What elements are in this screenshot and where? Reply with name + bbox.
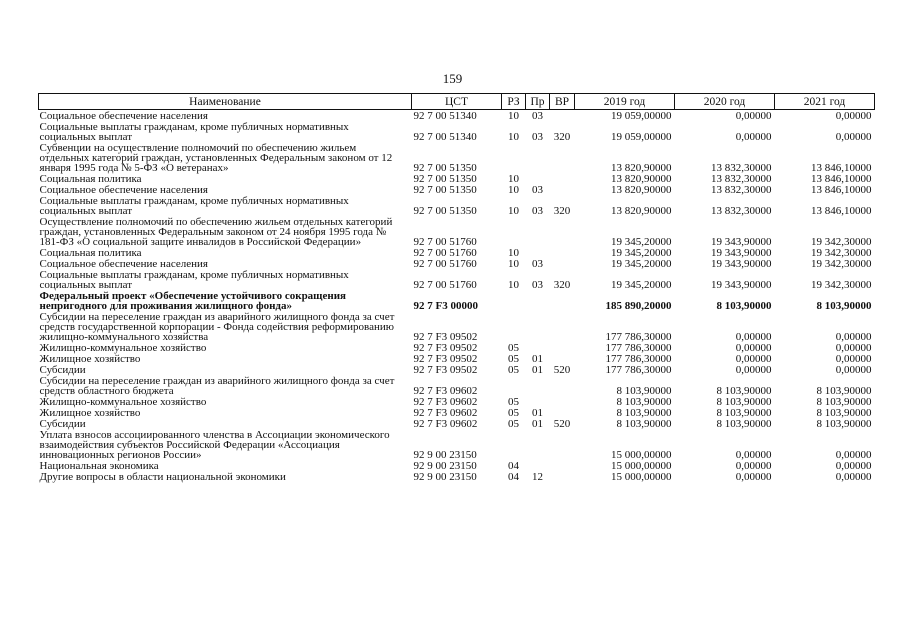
table-row bbox=[39, 407, 875, 418]
row-vr: 320 bbox=[553, 131, 571, 143]
row-cst: 92 7 00 51760 bbox=[413, 247, 477, 259]
row-pr: 01 bbox=[532, 407, 543, 419]
row-name: Жилищно-коммунальное хозяйство bbox=[39, 396, 207, 408]
row-2019: 19 345,20000 bbox=[611, 236, 672, 248]
table-row bbox=[39, 247, 875, 258]
row-name: Федеральный проект «Обеспечение устойчивого сокращения непригодного для проживания жилищного фонда» bbox=[39, 290, 346, 312]
header-cst: ЦСТ bbox=[412, 94, 502, 110]
row-rz bbox=[502, 216, 526, 247]
row-2021: 0,00000 bbox=[835, 331, 872, 343]
row-pr bbox=[526, 460, 550, 471]
row-2021: 0,00000 bbox=[835, 364, 872, 376]
row-vr: 520 bbox=[553, 418, 571, 430]
table-row bbox=[39, 364, 875, 375]
row-2019: 19 345,20000 bbox=[611, 258, 672, 270]
row-pr: 03 bbox=[532, 110, 543, 122]
row-cst: 92 7 00 51350 bbox=[413, 162, 477, 174]
row-2019: 8 103,90000 bbox=[616, 407, 672, 419]
row-name: Национальная экономика bbox=[39, 460, 159, 472]
row-2021: 0,00000 bbox=[835, 353, 872, 365]
row-cst: 92 7 F3 09502 bbox=[413, 331, 478, 343]
row-2021: 8 103,90000 bbox=[816, 418, 872, 430]
row-pr: 01 bbox=[532, 364, 543, 376]
table-row bbox=[39, 258, 875, 269]
row-2020: 0,00000 bbox=[735, 353, 772, 365]
row-cst: 92 7 F3 09502 bbox=[413, 342, 478, 354]
row-vr bbox=[550, 396, 575, 407]
row-cst: 92 7 00 51350 bbox=[413, 205, 477, 217]
row-name: Социальная политика bbox=[39, 247, 142, 259]
row-cst: 92 7 F3 09602 bbox=[413, 407, 478, 419]
row-2019: 15 000,00000 bbox=[611, 471, 672, 483]
row-2020: 0,00000 bbox=[735, 460, 772, 472]
row-pr bbox=[526, 311, 550, 342]
row-pr: 03 bbox=[532, 258, 543, 270]
row-name: Субсидии на переселение граждан из аварийного жилищного фонда за счет средств областного бюджета bbox=[39, 375, 395, 397]
row-name: Субвенции на осуществление полномочий по обеспечению жильем отдельных категорий граждан, установленных Федеральным законом от 12 января 1995 года № 5-ФЗ «О ветеранах» bbox=[39, 142, 393, 174]
row-2020: 0,00000 bbox=[735, 131, 772, 143]
row-2020: 13 832,30000 bbox=[711, 162, 772, 174]
row-vr bbox=[550, 471, 575, 482]
row-rz: 05 bbox=[508, 353, 519, 365]
row-vr bbox=[550, 290, 575, 311]
row-vr bbox=[550, 353, 575, 364]
row-2021: 0,00000 bbox=[835, 460, 872, 472]
row-2021: 8 103,90000 bbox=[816, 396, 872, 408]
row-2019: 8 103,90000 bbox=[616, 385, 672, 397]
row-name: Субсидии на переселение граждан из аварийного жилищного фонда за счет средств государственной корпорации - Фонда содействия реформированию жилищно-коммунального хозяйства bbox=[39, 311, 395, 343]
row-2019: 177 786,30000 bbox=[605, 342, 672, 354]
row-cst: 92 7 00 51760 bbox=[413, 279, 477, 291]
row-vr bbox=[550, 184, 575, 195]
row-2021: 13 846,10000 bbox=[811, 205, 872, 217]
row-2020: 8 103,90000 bbox=[716, 300, 772, 312]
row-pr bbox=[526, 216, 550, 247]
row-rz: 10 bbox=[508, 258, 519, 270]
row-2019: 13 820,90000 bbox=[611, 184, 672, 196]
row-2019: 19 059,00000 bbox=[611, 131, 672, 143]
row-vr bbox=[550, 216, 575, 247]
table-body bbox=[39, 110, 875, 483]
row-vr: 320 bbox=[553, 205, 571, 217]
table-row bbox=[39, 142, 875, 173]
row-2021: 13 846,10000 bbox=[811, 184, 872, 196]
row-name: Социальное обеспечение населения bbox=[39, 258, 208, 270]
row-2019: 177 786,30000 bbox=[605, 331, 672, 343]
row-vr: 520 bbox=[553, 364, 571, 376]
row-rz: 05 bbox=[508, 342, 519, 354]
page-number: 159 bbox=[442, 71, 463, 86]
row-cst: 92 9 00 23150 bbox=[413, 471, 477, 483]
row-2021: 0,00000 bbox=[835, 449, 872, 461]
row-name: Социальные выплаты гражданам, кроме публичных нормативных социальных выплат bbox=[39, 121, 349, 143]
row-cst: 92 7 00 51350 bbox=[413, 173, 477, 185]
row-2020: 0,00000 bbox=[735, 342, 772, 354]
row-2020: 13 832,30000 bbox=[711, 184, 772, 196]
row-2020: 0,00000 bbox=[735, 110, 772, 122]
row-2021: 8 103,90000 bbox=[816, 407, 872, 419]
row-2019: 8 103,90000 bbox=[616, 418, 672, 430]
row-vr bbox=[550, 110, 575, 122]
table-row bbox=[39, 216, 875, 247]
table-row bbox=[39, 184, 875, 195]
row-2019: 177 786,30000 bbox=[605, 353, 672, 365]
row-pr: 03 bbox=[532, 184, 543, 196]
row-name: Жилищное хозяйство bbox=[39, 353, 141, 365]
table-row bbox=[39, 121, 875, 142]
row-pr bbox=[526, 396, 550, 407]
row-2019: 185 890,20000 bbox=[605, 300, 672, 312]
row-2019: 177 786,30000 bbox=[605, 364, 672, 376]
budget-table bbox=[38, 93, 875, 482]
row-2019: 19 059,00000 bbox=[611, 110, 672, 122]
row-cst: 92 7 F3 09502 bbox=[413, 353, 478, 365]
row-cst: 92 7 00 51340 bbox=[413, 110, 477, 122]
row-2021: 19 342,30000 bbox=[811, 258, 872, 270]
header-2020: 2020 год bbox=[675, 94, 775, 110]
row-cst: 92 7 F3 09602 bbox=[413, 396, 478, 408]
row-rz: 04 bbox=[508, 460, 519, 472]
header-vr: ВР bbox=[550, 94, 575, 110]
row-pr bbox=[526, 247, 550, 258]
row-2020: 8 103,90000 bbox=[716, 385, 772, 397]
row-name: Социальное обеспечение населения bbox=[39, 110, 208, 122]
row-2021: 13 846,10000 bbox=[811, 173, 872, 185]
row-2020: 0,00000 bbox=[735, 471, 772, 483]
row-name: Социальные выплаты гражданам, кроме публичных нормативных социальных выплат bbox=[39, 195, 349, 217]
row-name: Жилищно-коммунальное хозяйство bbox=[39, 342, 207, 354]
table-row bbox=[39, 460, 875, 471]
header-2019: 2019 год bbox=[575, 94, 675, 110]
row-rz: 10 bbox=[508, 247, 519, 259]
header-rz: РЗ bbox=[502, 94, 526, 110]
row-2020: 19 343,90000 bbox=[711, 279, 772, 291]
row-2020: 13 832,30000 bbox=[711, 205, 772, 217]
row-2019: 8 103,90000 bbox=[616, 396, 672, 408]
row-name: Социальное обеспечение населения bbox=[39, 184, 208, 196]
row-rz bbox=[502, 311, 526, 342]
row-2020: 19 343,90000 bbox=[711, 247, 772, 259]
row-pr bbox=[526, 342, 550, 353]
table-row bbox=[39, 396, 875, 407]
row-2020: 0,00000 bbox=[735, 331, 772, 343]
header-pr: Пр bbox=[526, 94, 550, 110]
row-2019: 19 345,20000 bbox=[611, 247, 672, 259]
row-pr bbox=[526, 142, 550, 173]
table-row bbox=[39, 429, 875, 460]
row-rz bbox=[502, 142, 526, 173]
table-row bbox=[39, 110, 875, 122]
row-pr: 03 bbox=[532, 131, 543, 143]
row-2020: 8 103,90000 bbox=[716, 396, 772, 408]
row-rz bbox=[502, 290, 526, 311]
row-pr: 01 bbox=[532, 418, 543, 430]
row-rz: 05 bbox=[508, 364, 519, 376]
table-row bbox=[39, 353, 875, 364]
row-cst: 92 7 F3 00000 bbox=[413, 300, 478, 312]
row-rz bbox=[502, 375, 526, 396]
table-row bbox=[39, 342, 875, 353]
row-2021: 0,00000 bbox=[835, 471, 872, 483]
row-2019: 13 820,90000 bbox=[611, 162, 672, 174]
row-name: Уплата взносов ассоциированного членства в Ассоциации экономического взаимодействия субъектов Российской Федерации «Ассоциация инновационных регионов России» bbox=[39, 429, 390, 461]
row-2020: 13 832,30000 bbox=[711, 173, 772, 185]
row-rz: 05 bbox=[508, 418, 519, 430]
row-2021: 0,00000 bbox=[835, 342, 872, 354]
table-row bbox=[39, 173, 875, 184]
row-vr bbox=[550, 342, 575, 353]
row-rz: 10 bbox=[508, 173, 519, 185]
row-rz: 10 bbox=[508, 279, 519, 291]
row-cst: 92 7 00 51340 bbox=[413, 131, 477, 143]
row-vr bbox=[550, 460, 575, 471]
row-vr bbox=[550, 407, 575, 418]
row-rz: 10 bbox=[508, 110, 519, 122]
row-pr: 03 bbox=[532, 279, 543, 291]
row-vr bbox=[550, 311, 575, 342]
row-2019: 19 345,20000 bbox=[611, 279, 672, 291]
row-2019: 13 820,90000 bbox=[611, 205, 672, 217]
row-rz: 05 bbox=[508, 396, 519, 408]
row-cst: 92 7 F3 09502 bbox=[413, 364, 478, 376]
row-vr: 320 bbox=[553, 279, 571, 291]
row-name: Субсидии bbox=[39, 418, 86, 430]
row-vr bbox=[550, 142, 575, 173]
row-cst: 92 7 00 51760 bbox=[413, 236, 477, 248]
row-rz: 04 bbox=[508, 471, 519, 483]
row-vr bbox=[550, 429, 575, 460]
row-cst: 92 7 00 51760 bbox=[413, 258, 477, 270]
row-2020: 0,00000 bbox=[735, 364, 772, 376]
row-2021: 13 846,10000 bbox=[811, 162, 872, 174]
row-2021: 19 342,30000 bbox=[811, 247, 872, 259]
row-2019: 13 820,90000 bbox=[611, 173, 672, 185]
row-2021: 0,00000 bbox=[835, 110, 872, 122]
row-cst: 92 7 F3 09602 bbox=[413, 418, 478, 430]
table-row bbox=[39, 290, 875, 311]
row-rz: 10 bbox=[508, 184, 519, 196]
row-vr bbox=[550, 258, 575, 269]
header-name: Наименование bbox=[39, 94, 412, 110]
row-name: Социальная политика bbox=[39, 173, 142, 185]
header-2021: 2021 год bbox=[775, 94, 875, 110]
row-pr bbox=[526, 173, 550, 184]
row-2021: 8 103,90000 bbox=[816, 385, 872, 397]
row-2020: 19 343,90000 bbox=[711, 258, 772, 270]
row-name: Другие вопросы в области национальной экономики bbox=[39, 471, 286, 483]
row-2021: 0,00000 bbox=[835, 131, 872, 143]
table-row bbox=[39, 269, 875, 290]
table-row bbox=[39, 375, 875, 396]
table-row bbox=[39, 418, 875, 429]
row-name: Жилищное хозяйство bbox=[39, 407, 141, 419]
row-pr: 03 bbox=[532, 205, 543, 217]
row-cst: 92 7 F3 09602 bbox=[413, 385, 478, 397]
row-cst: 92 7 00 51350 bbox=[413, 184, 477, 196]
row-vr bbox=[550, 173, 575, 184]
row-pr bbox=[526, 375, 550, 396]
row-2020: 19 343,90000 bbox=[711, 236, 772, 248]
table-row bbox=[39, 471, 875, 482]
row-2021: 19 342,30000 bbox=[811, 236, 872, 248]
row-2021: 19 342,30000 bbox=[811, 279, 872, 291]
row-pr bbox=[526, 429, 550, 460]
row-vr bbox=[550, 375, 575, 396]
row-rz: 10 bbox=[508, 205, 519, 217]
row-name: Субсидии bbox=[39, 364, 86, 376]
row-name: Социальные выплаты гражданам, кроме публичных нормативных социальных выплат bbox=[39, 269, 349, 291]
row-2020: 0,00000 bbox=[735, 449, 772, 461]
row-2020: 8 103,90000 bbox=[716, 418, 772, 430]
row-name: Осуществление полномочий по обеспечению жильем отдельных категорий граждан, установленных Федеральным законом от 24 ноября 1995 года № 181-ФЗ «О социальной защите инвалидов в Российской Федерации» bbox=[39, 216, 393, 248]
row-2021: 8 103,90000 bbox=[816, 300, 872, 312]
table-header-row bbox=[39, 94, 875, 110]
row-rz bbox=[502, 429, 526, 460]
row-2019: 15 000,00000 bbox=[611, 449, 672, 461]
row-cst: 92 9 00 23150 bbox=[413, 460, 477, 472]
row-vr bbox=[550, 247, 575, 258]
row-pr: 01 bbox=[532, 353, 543, 365]
row-rz: 10 bbox=[508, 131, 519, 143]
table-row bbox=[39, 195, 875, 216]
row-pr: 12 bbox=[532, 471, 543, 483]
table-row bbox=[39, 311, 875, 342]
row-rz: 05 bbox=[508, 407, 519, 419]
row-cst: 92 9 00 23150 bbox=[413, 449, 477, 461]
row-2019: 15 000,00000 bbox=[611, 460, 672, 472]
row-pr bbox=[526, 290, 550, 311]
row-2020: 8 103,90000 bbox=[716, 407, 772, 419]
